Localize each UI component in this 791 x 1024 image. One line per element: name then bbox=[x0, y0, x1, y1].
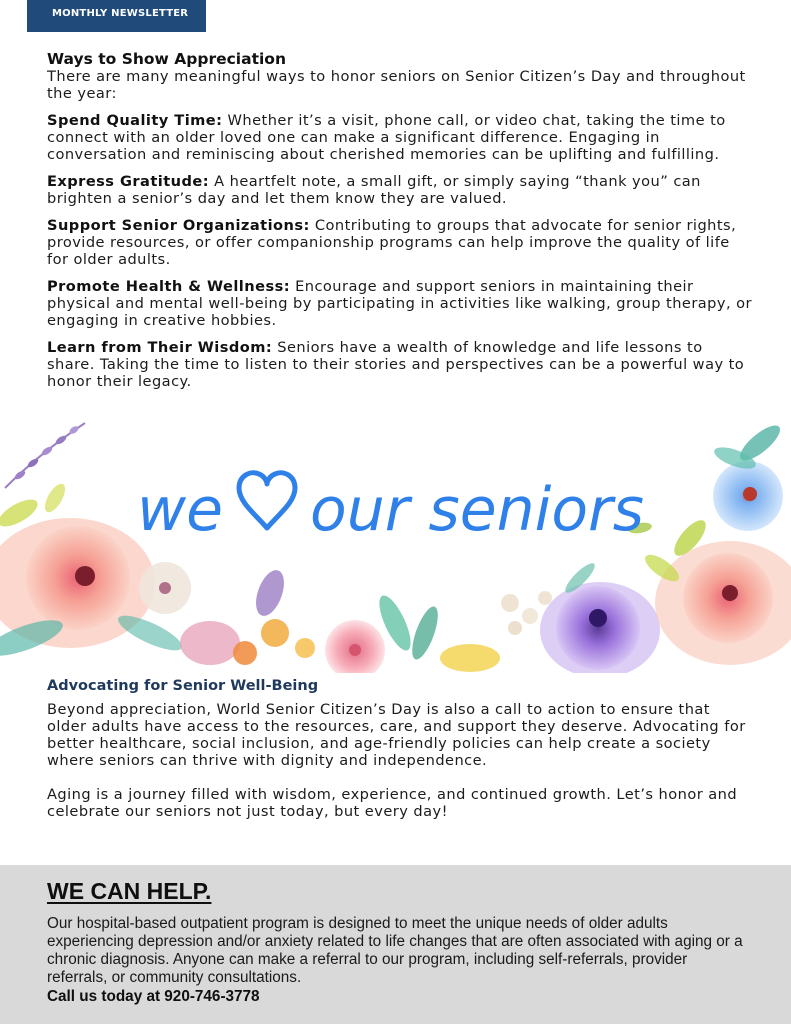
appreciation-item bbox=[47, 339, 752, 390]
item-text: A heartfelt note, a small gift, or simply saying “thank you” can brighten a senior’s day and let them know they are valued. bbox=[47, 173, 701, 207]
advocacy-paragraph-2: Aging is a journey filled with wisdom, experience, and continued growth. Let’s honor and celebrate our seniors not just today, but every day! bbox=[47, 786, 738, 820]
appreciation-heading: Ways to Show Appreciation bbox=[47, 50, 286, 68]
item-title: Express Gratitude: bbox=[47, 173, 210, 190]
appreciation-item bbox=[47, 173, 752, 207]
item-text: Whether it’s a visit, phone call, or video chat, taking the time to connect with an older loved one can make a significant difference. Engaging in conversation and reminiscing about cherished memories can be uplifting and fulfilling. bbox=[47, 112, 726, 163]
purple-rose-icon bbox=[540, 582, 660, 673]
banner-text-our-seniors: our seniors bbox=[310, 475, 644, 545]
item-title: Promote Health & Wellness: bbox=[47, 278, 290, 295]
advocacy-section bbox=[47, 678, 752, 820]
item-title: Support Senior Organizations: bbox=[47, 217, 310, 234]
appreciation-item bbox=[47, 278, 752, 329]
pink-rose-center-icon bbox=[325, 620, 385, 673]
newsletter-tab: MONTHLY NEWSLETTER bbox=[27, 0, 206, 32]
help-section bbox=[0, 865, 791, 1024]
item-text: Seniors have a wealth of knowledge and life lessons to share. Taking the time to listen to their stories and perspectives can be a powerful way to honor their legacy. bbox=[47, 339, 745, 390]
peach-rose-right-icon bbox=[655, 541, 791, 665]
appreciation-intro: There are many meaningful ways to honor seniors on Senior Citizen’s Day and throughout the year: bbox=[47, 68, 746, 102]
appreciation-item bbox=[47, 217, 752, 268]
item-text: Contributing to groups that advocate for senior rights, provide resources, or offer companionship programs can help improve the quality of life for older adults. bbox=[47, 217, 737, 268]
advocacy-paragraph-1: Beyond appreciation, World Senior Citizen’s Day is also a call to action to ensure that older adults have access to the resources, care, and support they deserve. Advocating for better healthcare, social inclusion, and age-friendly policies can help create a society where seniors can thrive with dignity and independence. bbox=[47, 701, 746, 769]
help-body: Our hospital-based outpatient program is designed to meet the unique needs of older adults experiencing depression and/or anxiety related to life changes that are often associated with aging or a chronic diagnosis. Anyone can make a referral to our program, including self-referrals, provider referrals, or community consultations. bbox=[47, 915, 743, 986]
floral-banner bbox=[0, 418, 791, 673]
help-call: Call us today at 920-746-3778 bbox=[47, 988, 260, 1005]
advocacy-heading: Advocating for Senior Well-Being bbox=[47, 678, 319, 694]
item-title: Spend Quality Time: bbox=[47, 112, 223, 129]
appreciation-item bbox=[47, 112, 752, 163]
blue-flower-icon bbox=[713, 461, 783, 531]
heart-icon bbox=[239, 473, 295, 528]
item-title: Learn from Their Wisdom: bbox=[47, 339, 273, 356]
purple-pink-flowers-icon bbox=[180, 566, 315, 665]
banner-text-we: we bbox=[137, 475, 223, 545]
appreciation-section bbox=[47, 51, 752, 390]
lavender-sprig-icon bbox=[5, 423, 85, 488]
help-title: WE CAN HELP. bbox=[47, 878, 212, 904]
banner-text bbox=[137, 473, 644, 545]
white-flower-icon bbox=[139, 562, 191, 614]
item-text: Encourage and support seniors in maintaining their physical and mental well-being by participating in activities like walking, group therapy, or engaging in creative hobbies. bbox=[47, 278, 752, 329]
